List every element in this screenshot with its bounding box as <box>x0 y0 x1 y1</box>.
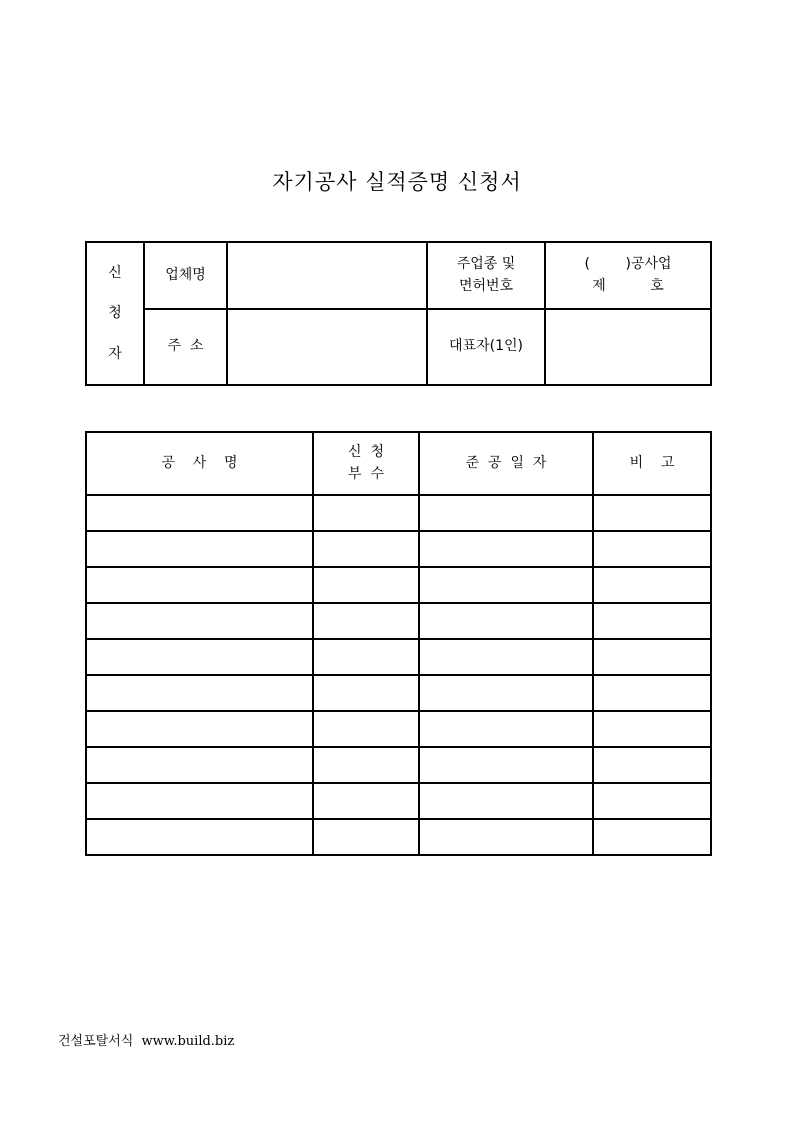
remarks-cell[interactable] <box>593 675 711 711</box>
copies-cell[interactable] <box>313 747 419 783</box>
copies-cell[interactable] <box>313 783 419 819</box>
completion-date-cell[interactable] <box>419 675 593 711</box>
applicant-char-3: 자 <box>108 345 122 362</box>
works-table <box>85 431 712 856</box>
table-row <box>86 675 711 711</box>
completion-date-cell[interactable] <box>419 567 593 603</box>
footer <box>58 1030 234 1049</box>
header-copies <box>313 432 419 495</box>
work-name-cell[interactable] <box>86 603 313 639</box>
table-row <box>86 567 711 603</box>
work-name-cell[interactable] <box>86 711 313 747</box>
header-completion-date-text: 준 공 일 자 <box>465 454 547 471</box>
remarks-cell[interactable] <box>593 711 711 747</box>
main-business-label <box>427 242 545 309</box>
table-row <box>86 495 711 531</box>
license-line2: 제 호 <box>592 277 664 294</box>
table-row <box>86 531 711 567</box>
header-work-name <box>86 432 313 495</box>
completion-date-cell[interactable] <box>419 495 593 531</box>
copies-cell[interactable] <box>313 639 419 675</box>
completion-date-cell[interactable] <box>419 711 593 747</box>
applicant-char-1: 신 <box>108 264 122 281</box>
address-label-text: 주 소 <box>167 338 204 355</box>
representative-field[interactable] <box>545 309 711 385</box>
copies-cell[interactable] <box>313 567 419 603</box>
remarks-cell[interactable] <box>593 495 711 531</box>
work-name-cell[interactable] <box>86 495 313 531</box>
header-copies-line1: 신 청 <box>348 443 384 460</box>
completion-date-cell[interactable] <box>419 783 593 819</box>
main-business-label-line2: 면허번호 <box>458 277 514 294</box>
company-name-field[interactable] <box>227 242 427 309</box>
footer-brand: 건설포탈서식 <box>58 1034 134 1049</box>
license-line1: ( )공사업 <box>584 255 672 272</box>
work-name-cell[interactable] <box>86 819 313 855</box>
remarks-cell[interactable] <box>593 639 711 675</box>
work-name-cell[interactable] <box>86 675 313 711</box>
table-row <box>86 819 711 855</box>
copies-cell[interactable] <box>313 495 419 531</box>
completion-date-cell[interactable] <box>419 639 593 675</box>
remarks-cell[interactable] <box>593 531 711 567</box>
footer-site-link[interactable]: www.build.biz <box>141 1034 235 1049</box>
completion-date-cell[interactable] <box>419 747 593 783</box>
copies-cell[interactable] <box>313 711 419 747</box>
table-row <box>86 603 711 639</box>
table-row <box>86 747 711 783</box>
copies-cell[interactable] <box>313 819 419 855</box>
work-name-cell[interactable] <box>86 639 313 675</box>
copies-cell[interactable] <box>313 675 419 711</box>
applicant-char-2: 청 <box>108 305 122 322</box>
work-name-cell[interactable] <box>86 783 313 819</box>
address-label <box>144 309 227 385</box>
header-remarks-text: 비 고 <box>629 454 675 471</box>
company-name-label: 업체명 <box>144 242 227 309</box>
work-name-cell[interactable] <box>86 531 313 567</box>
works-body <box>86 495 711 855</box>
applicant-group-label <box>86 242 144 385</box>
address-field[interactable] <box>227 309 427 385</box>
main-business-label-line1: 주업종 및 <box>456 255 516 272</box>
remarks-cell[interactable] <box>593 603 711 639</box>
header-completion-date <box>419 432 593 495</box>
applicant-table <box>85 241 712 386</box>
representative-label: 대표자(1인) <box>427 309 545 385</box>
remarks-cell[interactable] <box>593 747 711 783</box>
remarks-cell[interactable] <box>593 783 711 819</box>
copies-cell[interactable] <box>313 603 419 639</box>
completion-date-cell[interactable] <box>419 819 593 855</box>
license-field[interactable] <box>545 242 711 309</box>
remarks-cell[interactable] <box>593 819 711 855</box>
remarks-cell[interactable] <box>593 567 711 603</box>
table-row <box>86 711 711 747</box>
completion-date-cell[interactable] <box>419 603 593 639</box>
works-header-row <box>86 432 711 495</box>
header-copies-line2: 부 수 <box>348 465 384 482</box>
header-remarks <box>593 432 711 495</box>
table-row <box>86 783 711 819</box>
copies-cell[interactable] <box>313 531 419 567</box>
header-work-name-text: 공 사 명 <box>161 454 238 471</box>
table-row <box>86 639 711 675</box>
page-title: 자기공사 실적증명 신청서 <box>272 170 522 194</box>
work-name-cell[interactable] <box>86 747 313 783</box>
completion-date-cell[interactable] <box>419 531 593 567</box>
work-name-cell[interactable] <box>86 567 313 603</box>
